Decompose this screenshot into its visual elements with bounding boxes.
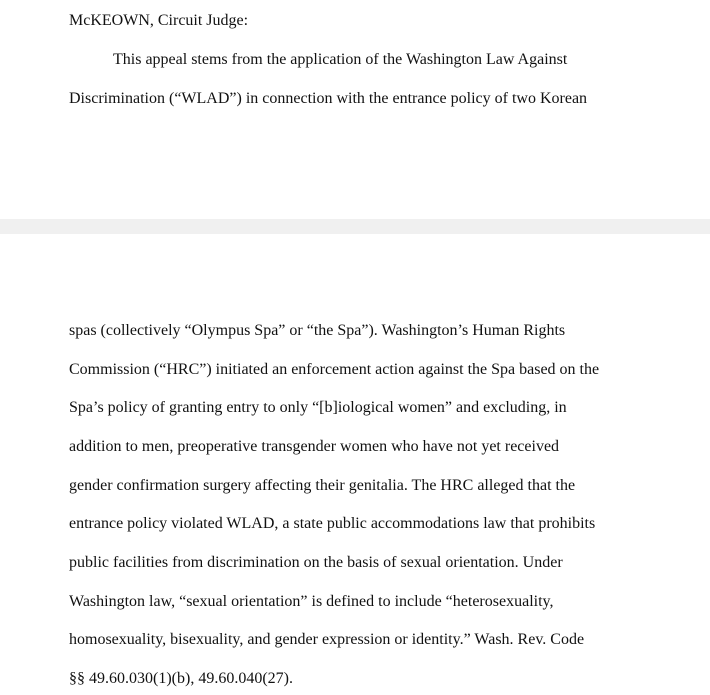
page-break-separator (0, 219, 710, 234)
author-line: McKEOWN, Circuit Judge: (69, 12, 249, 29)
paragraph-line: public facilities from discrimination on the basis of sexual orientation. Under (69, 554, 563, 571)
paragraph-line: gender confirmation surgery affecting their genitalia. The HRC alleged that the (69, 477, 576, 494)
paragraph-line: Washington law, “sexual orientation” is defined to include “heterosexuality, (69, 593, 554, 610)
paragraph-line: Commission (“HRC”) initiated an enforcement action against the Spa based on the (69, 361, 600, 378)
paragraph-line: Discrimination (“WLAD”) in connection with the entrance policy of two Korean (69, 90, 588, 107)
paragraph-line: This appeal stems from the application of the Washington Law Against (113, 51, 568, 68)
paragraph-line: entrance policy violated WLAD, a state public accommodations law that prohibits (69, 515, 596, 532)
document-page-top (0, 0, 710, 219)
paragraph-line: homosexuality, bisexuality, and gender expression or identity.” Wash. Rev. Code (69, 631, 585, 648)
paragraph-line: addition to men, preoperative transgender women who have not yet received (69, 438, 560, 455)
paragraph-line: spas (collectively “Olympus Spa” or “the Spa”). Washington’s Human Rights (69, 322, 566, 339)
citation-line: §§ 49.60.030(1)(b), 49.60.040(27). (69, 670, 293, 687)
document-page-bottom (0, 234, 710, 695)
paragraph-line: Spa’s policy of granting entry to only “[b]iological women” and excluding, in (69, 399, 567, 416)
